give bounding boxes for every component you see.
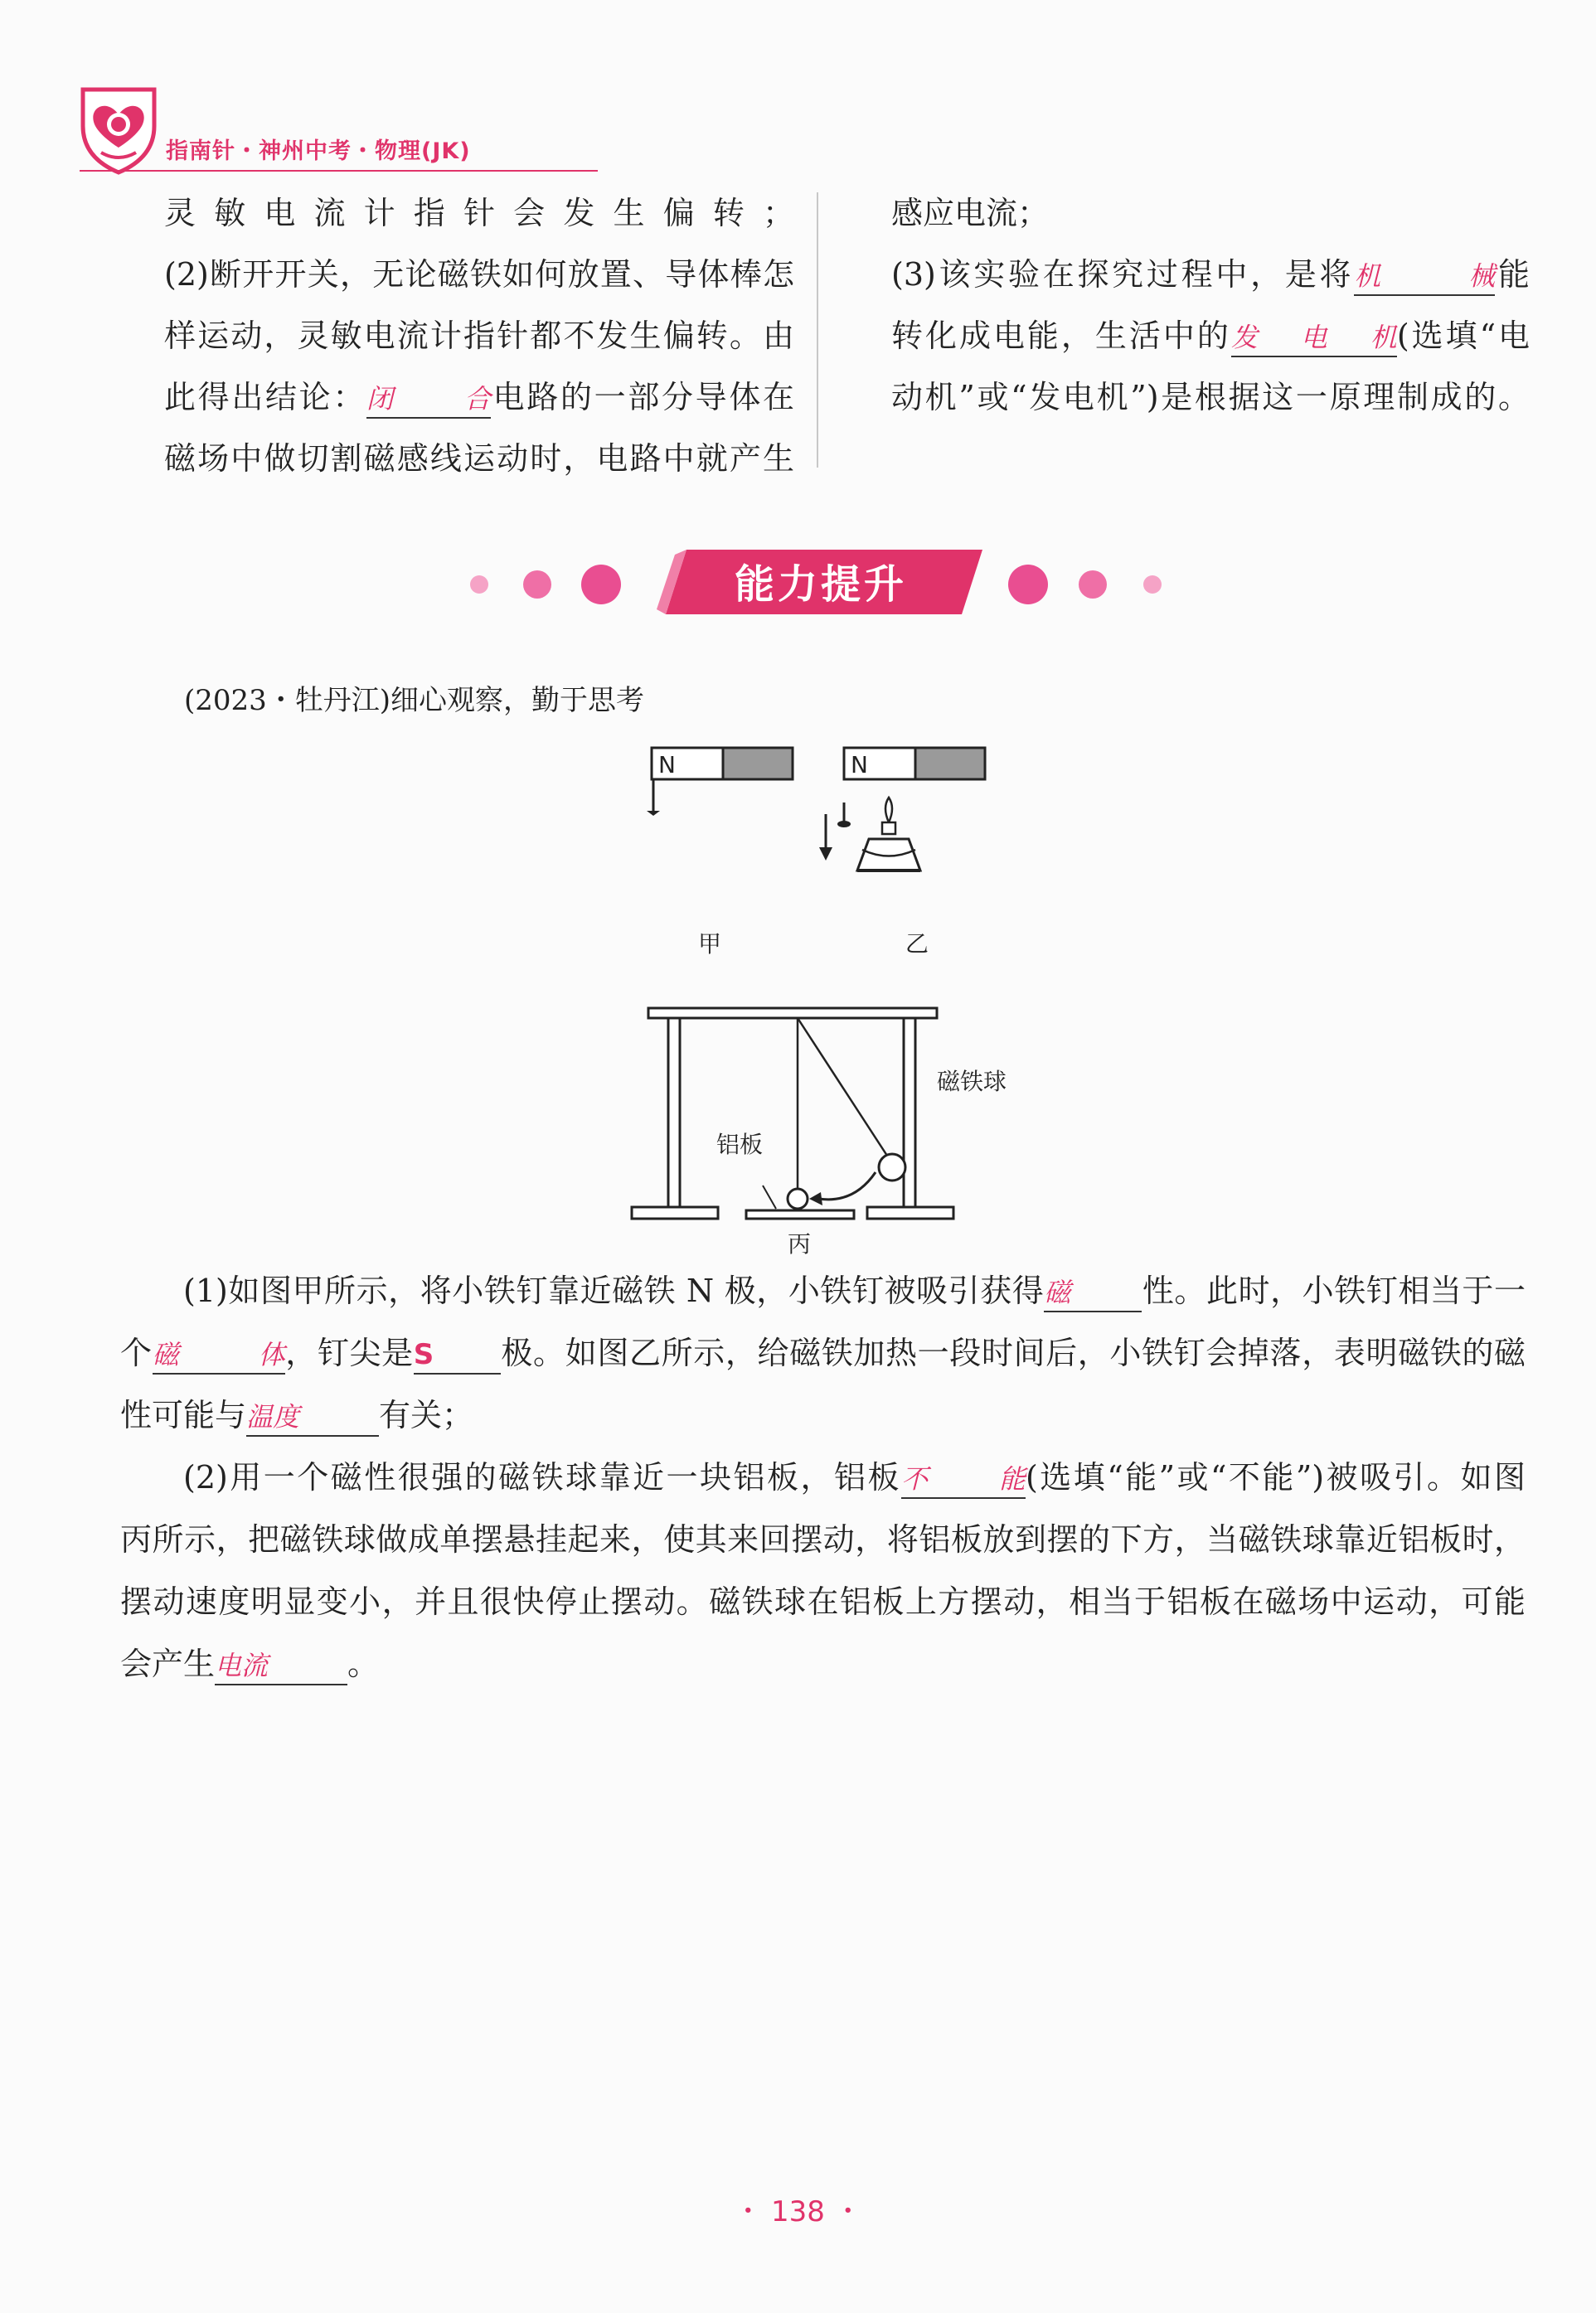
q1-line-3 [120,1384,1526,1447]
magnet-pole-label-jia: N [658,751,676,778]
problem-source-heading: (2023・牡丹江)细心观察，勤于思考 [184,684,645,717]
answer-blank-closed [366,379,491,419]
q1-line-1-suffix: 性。此时，小铁钉相当于一 [1142,1273,1526,1309]
figure-label-jia: 甲 [698,930,722,958]
answer-blank-temperature [246,1397,379,1437]
answer-magnet: 磁体 [152,1339,285,1370]
answer-blank-magnetic [1044,1273,1142,1312]
continued-answer-right-column [891,182,1530,428]
q2-line-4-prefix: 会产生 [120,1646,216,1682]
right-line-2 [891,244,1530,305]
figure-label-yi: 乙 [905,930,929,958]
q2-line-4 [120,1633,1526,1695]
q2-line-1-prefix: (2)用一个磁性很强的磁铁球靠近一块铝板，铝板 [183,1459,901,1496]
pendulum [788,1018,905,1209]
left-line-4-suffix: 电路的一部分导体在 [491,379,794,415]
answer-closed: 闭合 [366,383,491,415]
publisher-logo [76,83,161,176]
answer-blank-generator [1231,318,1397,357]
q1-line-1 [120,1260,1526,1322]
figure-label-bing: 丙 [788,1230,812,1258]
book-series-title: 指南针・神州中考・物理(JK) [166,138,471,164]
answer-current: 电流 [215,1650,269,1681]
q2-line-1 [120,1447,1526,1509]
q1-line-2 [120,1322,1526,1384]
answer-generator: 发电机 [1230,322,1397,353]
page-number: ・ 138 ・ [734,2195,862,2228]
column-divider [817,192,818,468]
right-line-2-suffix: 能 [1495,256,1530,293]
right-line-4: 动机”或“发电机”)是根据这一原理制成的。 [891,379,1530,415]
pendulum-stand [632,1008,953,1219]
right-line-3 [891,305,1530,366]
left-line-3: 样运动，灵敏电流计指针都不发生偏转。由 [164,318,794,354]
answer-blank-mechanical [1354,256,1495,296]
answer-temperature: 温度 [246,1401,300,1433]
answer-pole: S [413,1338,434,1371]
problem-body [120,1260,1526,1695]
left-line-4-prefix: 此得出结论： [164,379,366,415]
answer-magnetic: 磁 [1044,1277,1071,1308]
figure-label-magnet-ball: 磁铁球 [937,1068,1007,1095]
answer-blank-magnet [153,1335,285,1375]
answer-cannot: 不能 [900,1463,1026,1495]
q1-line-2-prefix: 个 [120,1335,153,1371]
q1-line-2-suffix: 极。如图乙所示，给磁铁加热一段时间后，小铁钉会掉落，表明磁铁的磁 [500,1335,1526,1371]
aluminum-plate [746,1210,854,1219]
q2-line-3: 摆动速度明显变小，并且很快停止摆动。磁铁球在铝板上方摆动，相当于铝板在磁场中运动，可能 [120,1583,1526,1620]
header-rule [80,170,598,172]
right-line-1: 感应电流； [891,195,1050,231]
figure-label-aluminum-plate: 铝板 [716,1131,764,1158]
q1-line-3-prefix: 性可能与 [120,1397,247,1433]
q2-line-2: 丙所示，把磁铁球做成单摆悬挂起来，使其来回摆动，将铝板放到摆的下方，当磁铁球靠近铝板时， [120,1521,1526,1558]
section-title: 能力提升 [734,560,907,608]
q2-line-1-suffix: (选填“能”或“不能”)被吸引。如图 [1025,1459,1526,1496]
answer-mechanical: 机械 [1354,260,1496,292]
alcohol-lamp [857,798,920,870]
answer-blank-cannot [901,1459,1026,1499]
right-line-2-prefix: (3)该实验在探究过程中，是将 [891,256,1355,293]
q2-line-4-suffix: 。 [347,1646,380,1682]
answer-blank-current [215,1646,347,1685]
continued-answer-left-column [164,182,794,489]
right-line-3-prefix: 转化成电能，生活中的 [891,318,1231,354]
left-line-1: 灵敏电流计指针会发生偏转； [164,195,794,231]
q1-line-2-mid: ，钉尖是 [284,1335,414,1371]
answer-blank-pole [414,1335,501,1375]
magnet-jia [647,748,793,816]
left-line-2: (2)断开开关，无论磁铁如何放置、导体棒怎 [164,256,794,293]
q1-line-1-prefix: (1)如图甲所示，将小铁钉靠近磁铁 N 极，小铁钉被吸引获得 [183,1273,1045,1309]
left-line-4 [164,366,794,428]
q1-line-3-suffix: 有关； [379,1397,474,1433]
right-line-3-suffix: (选填“电 [1396,318,1530,354]
magnet-pole-label-yi: N [851,751,868,778]
experiment-figure [580,730,1078,1260]
left-line-5: 磁场中做切割磁感线运动时，电路中就产生 [164,440,794,477]
